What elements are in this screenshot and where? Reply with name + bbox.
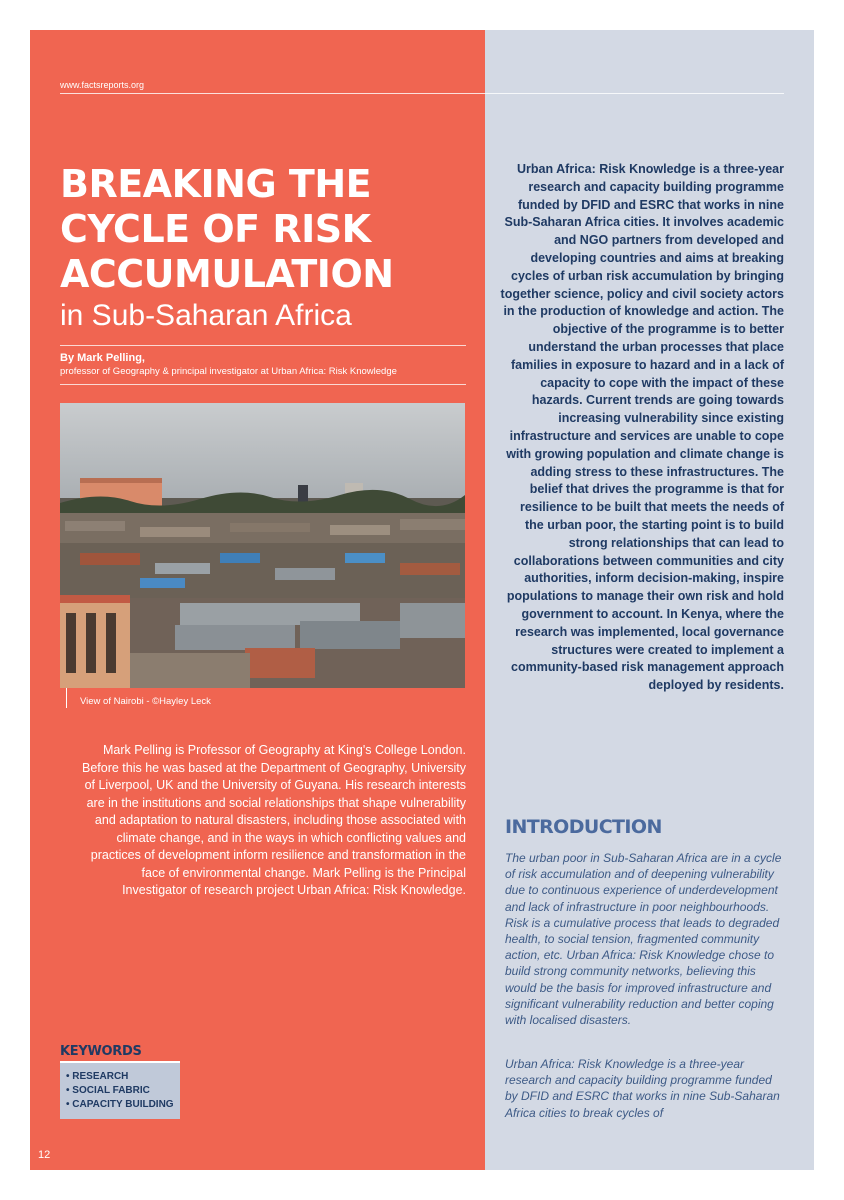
author-name: By Mark Pelling,	[60, 352, 145, 364]
keywords-list	[66, 1070, 180, 1112]
title-line: CYCLE OF RISK	[60, 207, 371, 251]
introduction-heading: INTRODUCTION	[505, 816, 662, 838]
nairobi-photo	[60, 403, 465, 688]
title-line: ACCUMULATION	[60, 252, 394, 296]
caption-marker	[66, 688, 67, 708]
article-title	[60, 162, 480, 297]
keywords-heading: KEYWORDS	[60, 1044, 142, 1059]
page-number: 12	[38, 1149, 51, 1161]
programme-summary: Urban Africa: Risk Knowledge is a three-year research and capacity building programme funded by DFID and ESRC that works in nine Sub-Saharan Africa cities. It involves academic and NGO partners from developed and developing countries and aims at breaking cycles of urban risk accumulation by bringing together science, policy and civil society actors in the production of knowledge and action. The objective of the programme is to better understand the urban processes that place families in exposure to hazard and in a lack of capacity to cope with the impact of these hazards. Current trends are going towards increasing vulnerability since existing infrastructure and services are unable to cope with growing population and climate change is adding stress to these infrastructures. The belief that drives the programme is that for resilience to be built that meets the needs of the urban poor, the starting point is to build strong relationships that can lead to collaborations between communities and city authorities, inform decision-making, inspire populations to manage their own risk and hold government to account. In Kenya, where the research was implemented, local governance structures were created to implement a community-based risk management approach deployed by residents.	[500, 162, 784, 693]
introduction-paragraph: The urban poor in Sub-Saharan Africa are in a cycle of risk accumulation and of deepening vulnerability due to continuous experience of underdevelopment and lack of infrastructure in poor neighbourhoods. Risk is a cumulative process that leads to degraded health, to social tension, fragmented community action, etc. Urban Africa: Risk Knowledge chose to build strong community networks, believing this would be the basis for improved infrastructure and significant vulnerability reduction and better coping with localised disasters.	[505, 851, 782, 1028]
site-url: www.factsreports.org	[60, 80, 145, 90]
title-line: BREAKING THE	[60, 162, 372, 206]
article-subtitle: in Sub-Saharan Africa	[60, 299, 352, 332]
header-divider	[60, 93, 784, 94]
author-role: professor of Geography & principal investigator at Urban Africa: Risk Knowledge	[60, 366, 397, 377]
byline-bottom-divider	[60, 384, 466, 385]
byline-top-divider	[60, 345, 466, 346]
nairobi-cityscape-illustration	[60, 403, 465, 688]
keyword-item: • SOCIAL FABRIC	[66, 1085, 150, 1096]
keyword-item: • CAPACITY BUILDING	[66, 1099, 174, 1110]
introduction-paragraph: Urban Africa: Risk Knowledge is a three-year research and capacity building programme funded by DFID and ESRC that works in nine Sub-Saharan Africa cities to break cycles of	[505, 1057, 780, 1120]
author-bio: Mark Pelling is Professor of Geography at King's College London. Before this he was based at the Department of Geography, University of Liverpool, UK and the University of Guyana. His research interests are in the institutions and social relationships that shape vulnerability and adaptation to natural disasters, including those associated with climate change, and in the ways in which conflicting values and practices of development inform resilience and transformation in the face of environmental change. Mark Pelling is the Principal Investigator of research project Urban Africa: Risk Knowledge.	[82, 743, 466, 897]
photo-caption: View of Nairobi - ©Hayley Leck	[80, 696, 211, 707]
keyword-item: • RESEARCH	[66, 1071, 129, 1082]
keywords-box	[60, 1061, 180, 1119]
